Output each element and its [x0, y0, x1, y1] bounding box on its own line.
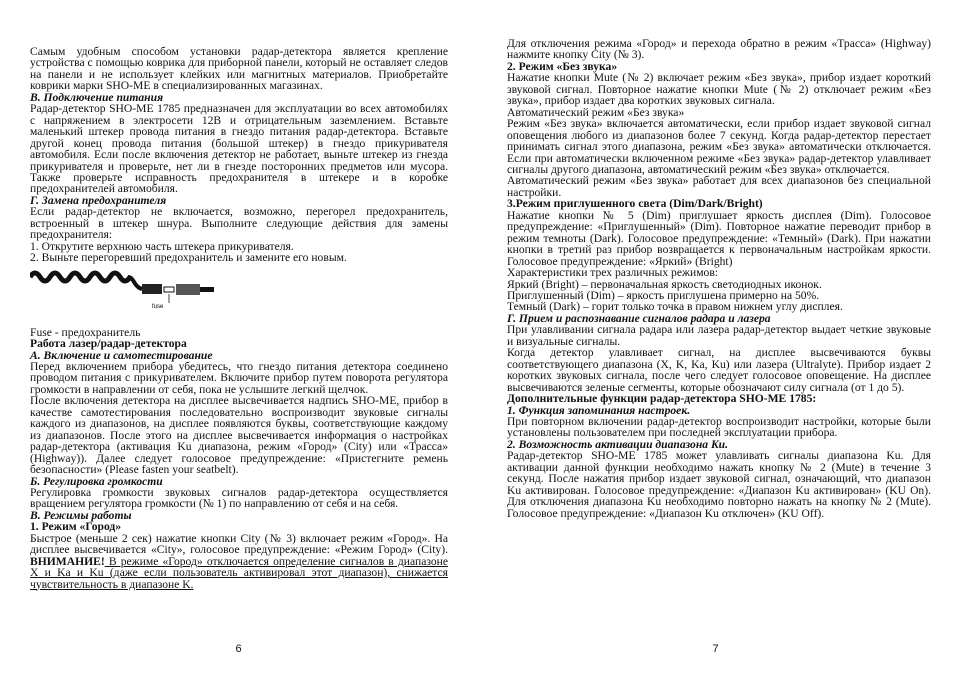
dim-heading: 3.Режим приглушенного света (Dim/Dark/Bright): [507, 197, 763, 211]
automute-paragraph-2: Автоматический режим «Без звука» работает для всех диапазонов без специальной настройки.: [507, 174, 931, 199]
bright-mode-line: Яркий (Bright) – первоначальная яркость светодиодных иконок.: [507, 277, 822, 291]
dim-paragraph: Нажатие кнопки № 5 (Dim) приглушает яркость дисплея (Dim). Голосовое предупреждение: «Приглушенный» (Dim). Повторное нажатие переводит прибор в режим темноты (Dark). Голосовое предупреждение: «Темный» (Dark). При нажатии кнопки в третий раз прибор возвращается к первоначальным настройкам яркости. Голосовое предупреждение: «Яркий» (Bright): [507, 208, 931, 268]
extra-functions-heading: Дополнительные функции радар-детектора SHO-ME 1785:: [507, 392, 817, 406]
work-heading: Работа лазер/радар-детектора: [30, 337, 187, 351]
city-mode-heading: 1. Режим «Город»: [30, 520, 122, 534]
reception-paragraph-1: При улавливании сигнала радара или лазера радар-детектор выдает четкие звуковые и визуальные сигналы.: [507, 323, 931, 348]
modes-characteristics: Характеристики трех различных режимов:: [507, 266, 719, 280]
page-number-left: 6: [235, 642, 242, 655]
fuse-label: fuse: [152, 303, 164, 310]
automute-title: Автоматический режим «Без звука»: [507, 105, 685, 119]
selftest-heading: А. Включение и самотестирование: [30, 348, 213, 362]
dark-mode-line: Темный (Dark) – горит только точка в правом нижнем углу дисплея.: [507, 300, 843, 314]
left-column: [30, 46, 448, 590]
volume-heading: Б. Регулировка громкости: [30, 474, 163, 488]
selftest-paragraph-1: Перед включением прибора убедитесь, что гнездо питания детектора соединено проводом питания с прикуривателем. Включите прибор путем поворота регулятора громкости в направлении от себя, пока не услышите легкий щелчок.: [30, 359, 448, 396]
reception-heading: Г. Прием и распознавание сигналов радара и лазера: [507, 311, 771, 325]
ku-heading: 2. Возможность активации диапазона Ku.: [507, 437, 729, 451]
dim-mode-line: Приглушенный (Dim) – яркость приглушена примерно на 50%.: [507, 288, 820, 302]
power-heading: В. Подключение питания: [30, 90, 164, 104]
fuse-heading: Г. Замена предохранителя: [30, 193, 167, 207]
fuse-caption: Fuse - предохранитель: [30, 325, 141, 339]
mute-paragraph: Нажатие кнопки Mute (№ 2) включает режим «Без звука», прибор издает короткий звуковой сигнал. Повторное нажатие кнопки Mute (№ 2) отключает режим «Без звука», прибор издает два коротких звуковых сигнала.: [507, 71, 931, 108]
automute-paragraph: Режим «Без звука» включается автоматически, если прибор издает звуковой сигнал оповещения любого из диапазонов более 7 секунд. Когда радар-детектор перестает принимать сигнал этого диапазона, режим «Без звука» автоматически отключается. Если при автоматически включенном режиме «Без звука» радар-детектор улавливает сигналы другого диапазона, автоматический режим «Без звука» отключается.: [507, 117, 931, 176]
reception-paragraph-2: Когда детектор улавливает сигнал, на дисплее высвечиваются буквы соответствующего диапазона (X, K, Ka, Ku) или лазера (Ultralyte). Прибор издает 2 коротких звуковых сигнала, после чего следует голосовое оповещение. На дисплее высвечиваются зеленые сегменты, которые обозначают силу сигнала (от 1 до 5).: [507, 346, 931, 394]
memory-paragraph: При повторном включении радар-детектор воспроизводит настройки, которые были установлены пользователем при последней эксплуатации прибора.: [507, 414, 931, 440]
city-mode-warning: ВНИМАНИЕ!: [30, 554, 105, 568]
fuse-plug-illustration: [30, 267, 448, 314]
fuse-paragraph: Если радар-детектор не включается, возможно, перегорел предохранитель, встроенный в штекер шнура. Выполните следующие действия для замены предохранителя:: [30, 205, 448, 242]
fuse-step-2: 2. Выньте перегоревший предохранитель и замените его новым.: [30, 251, 347, 265]
city-off-paragraph: Для отключения режима «Город» и перехода обратно в режим «Трасса» (Highway) нажмите кнопку City (№ 3).: [507, 37, 931, 62]
volume-paragraph: Регулировка громкости звуковых сигналов радар-детектора осуществляется вращением регулятора громкости (№ 1) по направлению от себя и на себя.: [30, 485, 448, 511]
memory-heading: 1. Функция запоминания настроек.: [507, 403, 691, 417]
fuse-step-1: 1. Открутите верхнюю часть штекера прикуривателя.: [30, 239, 294, 253]
mount-paragraph: Самым удобным способом установки радар-детектора является крепление устройства с помощью коврика для приборной панели, который не оставляет следов на панели и не использует клейких или магнитных материалов. Приобретайте коврики марки SHO-ME в специализированных магазинах.: [30, 45, 448, 93]
city-mode-warning-text: В режиме «Город» отключается определение сигналов в диапазоне X и Ka и Ku (даже если пользователь активировал этот диапазон), снижается чувствительность в диапазоне K.: [30, 554, 448, 591]
right-page: [477, 0, 954, 673]
right-column: [507, 38, 931, 519]
modes-heading: В. Режимы работы: [30, 508, 132, 522]
selftest-paragraph-2: После включения детектора на дисплее высвечивается надпись SHO-ME, прибор в качестве самотестирования последовательно воспроизводит звуковые сигналы каждого из диапазонов, на дисплее появляются буквы, соответствующие каждому из диапазонов. После этого на дисплее высвечивается информация о настройках радар-детектора (активация Ku диапазона, режим «Город» (City) или «Трасса» (Highway)). Далее следует голосовое предупреждение: «Пристегните ремень безопасности» (Please fasten your seatbelt).: [30, 394, 448, 477]
ku-paragraph: Радар-детектор SHO-ME 1785 может улавливать сигналы диапазона Ku. Для активации данной функции необходимо нажать кнопку № 2 (Mute) в течение 3 секунд. После нажатия прибор издает звуковой сигнал, означающий, что диапазон Ku активирован. Голосовое предупреждение: «Диапазон Ku активирован» (KU On). Для отключения диапазона Ku необходимо повторно нажать на кнопку № 2 (Mute). Голосовое предупреждение: «Диапазон Ku отключен» (KU Off).: [507, 449, 931, 520]
page-number-right: 7: [712, 642, 719, 655]
power-paragraph: Радар-детектор SHO-ME 1785 предназначен для эксплуатации во всех автомобилях с напряжением в электросети 12В и отрицательным заземлением. Вставьте маленький штекер провода питания в гнездо питания радар-детектора. Вставьте другой конец провода питания (большой штекер) в гнездо прикуривателя автомобиля. Если после включения детектор не работает, выньте штекер из гнезда прикуривателя и проверьте, нет ли в гнезде посторонних предметов или мусора. Также проверьте исправность предохранителя в штекере и в коробке предохранителей автомобиля.: [30, 102, 448, 196]
city-mode-paragraph: [30, 533, 448, 590]
mute-heading: 2. Режим «Без звука»: [507, 59, 618, 73]
city-mode-text: Быстрое (меньше 2 сек) нажатие кнопки City (№ 3) включает режим «Город». На дисплее высвечивается «City», голосовое предупреждение: «Режим Город» (City).: [30, 531, 448, 557]
